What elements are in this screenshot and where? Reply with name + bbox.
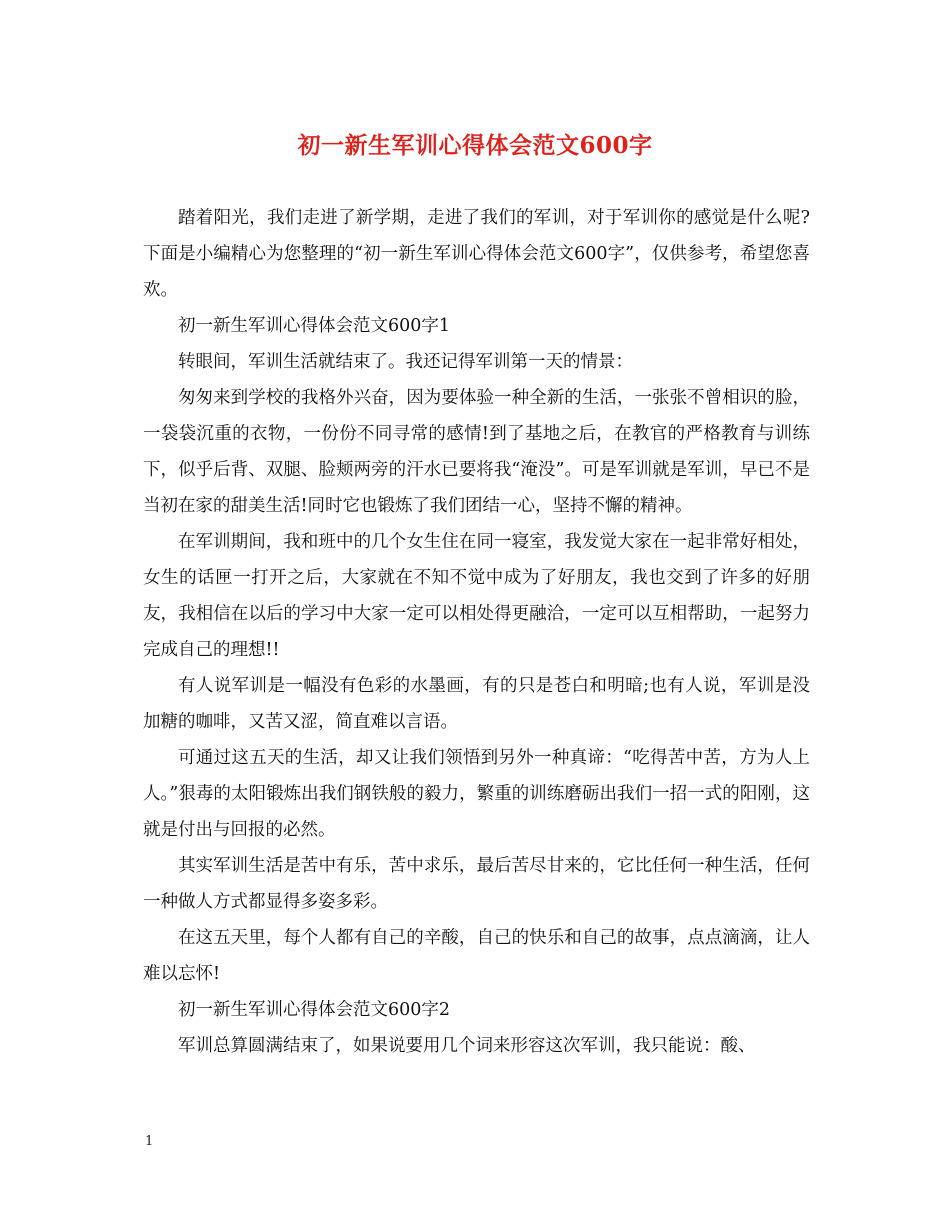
document-body [143,200,810,1064]
body-paragraph: 有人说军训是一幅没有色彩的水墨画，有的只是苍白和明暗;也有人说，军训是没加糖的咖啡，又苦又涩，简直难以言语。 [143,676,810,732]
body-paragraph: 转眼间，军训生活就结束了。我还记得军训第一天的情景： [178,352,633,372]
section-heading-2: 初一新生军训心得体会范文600字2 [178,1000,451,1020]
body-paragraph: 其实军训生活是苦中有乐，苦中求乐，最后苦尽甘来的，它比任何一种生活，任何一种做人方式都显得多姿多彩。 [143,856,810,912]
body-paragraph: 在这五天里，每个人都有自己的辛酸，自己的快乐和自己的故事，点点滴滴，让人难以忘怀! [143,928,810,984]
body-paragraph: 军训总算圆满结束了，如果说要用几个词来形容这次军训，我只能说：酸、 [178,1036,756,1056]
page-number: 1 [145,1134,154,1149]
body-paragraph: 可通过这五天的生活，却又让我们领悟到另外一种真谛：“吃得苦中苦，方为人上人。”狠毒的太阳锻炼出我们钢铁般的毅力，繁重的训练磨砺出我们一招一式的阳刚，这就是付出与回报的必然。 [143,748,810,840]
intro-paragraph: 踏着阳光，我们走进了新学期，走进了我们的军训，对于军训你的感觉是什么呢?下面是小编精心为您整理的“初一新生军训心得体会范文600字”，仅供参考，希望您喜欢。 [143,208,810,300]
section-heading-1: 初一新生军训心得体会范文600字1 [178,316,451,336]
body-paragraph: 在军训期间，我和班中的几个女生住在同一寝室，我发觉大家在一起非常好相处，女生的话匣一打开之后，大家就在不知不觉中成为了好朋友，我也交到了许多的好朋友，我相信在以后的学习中大家一定可以相处得更融洽，一定可以互相帮助，一起努力完成自己的理想!! [143,532,810,660]
document-title: 初一新生军训心得体会范文600字 [297,132,653,159]
body-paragraph: 匆匆来到学校的我格外兴奋，因为要体验一种全新的生活，一张张不曾相识的脸，一袋袋沉重的衣物，一份份不同寻常的感情!到了基地之后，在教官的严格教育与训练下，似乎后背、双腿、脸颊两旁的汗水已要将我“淹没”。可是军训就是军训，早已不是当初在家的甜美生活!同时它也锻炼了我们团结一心，坚持不懈的精神。 [143,388,810,516]
